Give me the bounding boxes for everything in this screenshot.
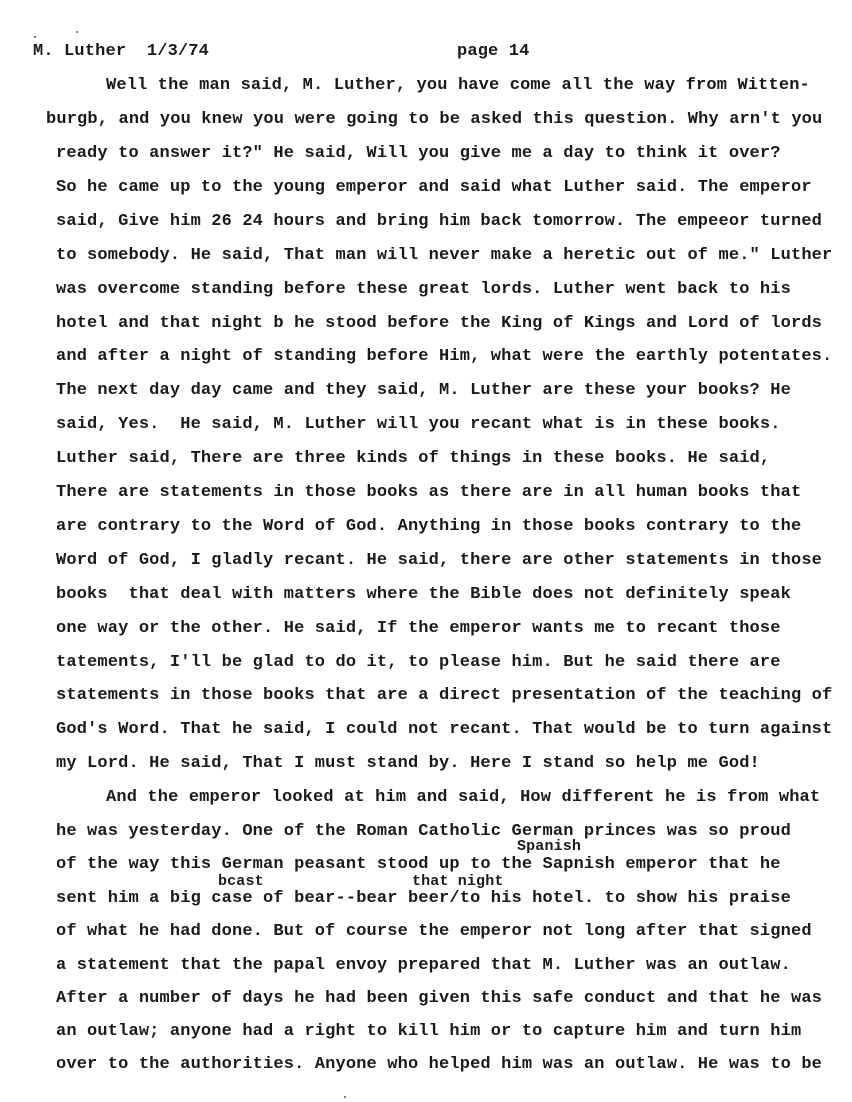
- stray-mark: [344, 1096, 346, 1098]
- text-line: was overcome standing before these great lords. Luther went back to his: [56, 280, 791, 299]
- text-line: There are statements in those books as there are in all human books that: [56, 483, 802, 502]
- text-line: over to the authorities. Anyone who helped him was an outlaw. He was to be: [56, 1055, 823, 1074]
- text-line: God's Word. That he said, I could not recant. That would be to turn against: [56, 720, 833, 739]
- insertion-that-night: that night: [412, 873, 504, 890]
- text-line: of the way this German peasant stood up to the Sapnish emperor that he: [56, 855, 781, 874]
- text-line: So he came up to the young emperor and said what Luther said. The emperor: [56, 178, 812, 197]
- text-line: said, Give him 26 24 hours and bring him back tomorrow. The empeeor turned: [56, 212, 823, 231]
- text-line: sent him a big case of bear--bear beer/to his hotel. to show his praise: [56, 889, 791, 908]
- text-line: books that deal with matters where the Bible does not definitely speak: [56, 585, 791, 604]
- text-line: Word of God, I gladly recant. He said, there are other statements in those: [56, 551, 823, 570]
- text-line: hotel and that night b he stood before the King of Kings and Lord of lords: [56, 314, 823, 333]
- text-line: tatements, I'll be glad to do it, to please him. But he said there are: [56, 653, 781, 672]
- stray-mark: [76, 31, 78, 33]
- text-line: statements in those books that are a direct presentation of the teaching of: [56, 686, 833, 705]
- text-line: Well the man said, M. Luther, you have come all the way from Witten-: [106, 76, 810, 95]
- header-author-date: M. Luther 1/3/74: [33, 42, 209, 61]
- text-line: of what he had done. But of course the emperor not long after that signed: [56, 922, 812, 941]
- text-line: my Lord. He said, That I must stand by. Here I stand so help me God!: [56, 754, 760, 773]
- text-line: The next day day came and they said, M. Luther are these your books? He: [56, 381, 791, 400]
- text-line: a statement that the papal envoy prepared that M. Luther was an outlaw.: [56, 956, 791, 975]
- text-line: and after a night of standing before Him, what were the earthly potentates.: [56, 347, 833, 366]
- text-line: an outlaw; anyone had a right to kill him or to capture him and turn him: [56, 1022, 802, 1041]
- text-line: Luther said, There are three kinds of things in these books. He said,: [56, 449, 771, 468]
- text-line: After a number of days he had been given this safe conduct and that he was: [56, 989, 823, 1008]
- insertion-bcast: bcast: [218, 873, 264, 890]
- insertion-spanish: Spanish: [517, 838, 582, 855]
- page-number: page 14: [457, 42, 530, 61]
- text-line: burgb, and you knew you were going to be asked this question. Why arn't you: [46, 110, 823, 129]
- text-line: are contrary to the Word of God. Anything in those books contrary to the: [56, 517, 802, 536]
- text-line: ready to answer it?" He said, Will you give me a day to think it over?: [56, 144, 781, 163]
- text-line: said, Yes. He said, M. Luther will you recant what is in these books.: [56, 415, 781, 434]
- text-line: one way or the other. He said, If the emperor wants me to recant those: [56, 619, 781, 638]
- text-line: he was yesterday. One of the Roman Catholic German princes was so proud: [56, 822, 791, 841]
- stray-mark: [34, 36, 36, 38]
- text-line: And the emperor looked at him and said, How different he is from what: [106, 788, 821, 807]
- text-line: to somebody. He said, That man will never make a heretic out of me." Luther: [56, 246, 833, 265]
